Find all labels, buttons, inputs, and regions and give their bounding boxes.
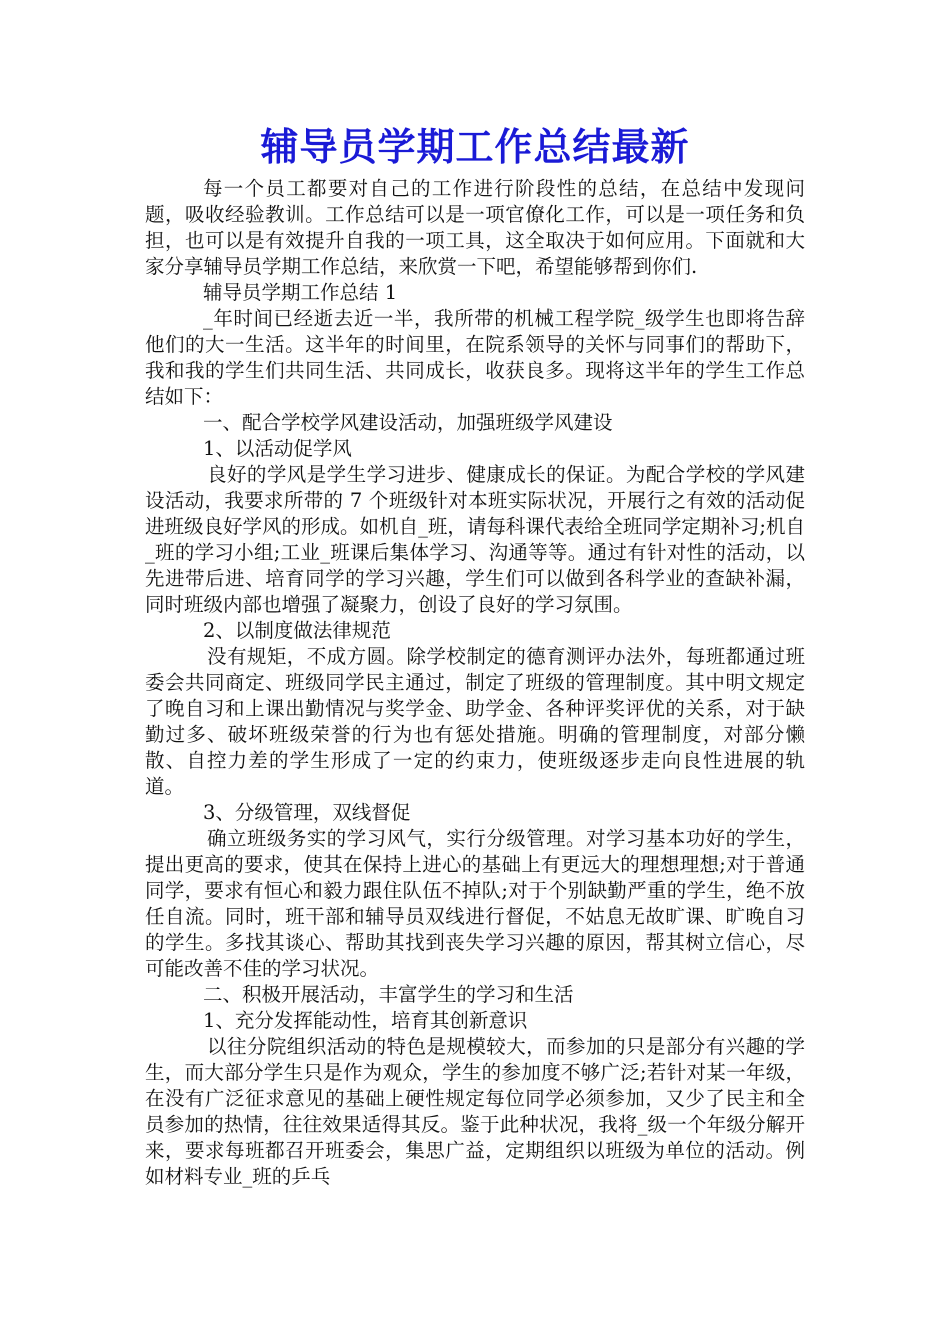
paragraph-1-1: 良好的学风是学生学习进步、健康成长的保证。为配合学校的学风建设活动，我要求所带的 7 个班级针对本班实际状况，开展行之有效的活动促进班级良好学风的形成。如机自_班，请每科课代表给全班同学定期补习;机自_班的学习小组;工业_班课后集体学习、沟通等等。通过有针对性的活动，以先进带后进、培育同学的学习兴趣，学生们可以做到各科学业的查缺补漏，同时班级内部也增强了凝聚力，创设了良好的学习氛围。 [145, 463, 805, 616]
section-heading-2: 二、积极开展活动，丰富学生的学习和生活 [203, 983, 574, 1006]
paragraph-2-1: 以往分院组织活动的特色是规模较大，而参加的只是部分有兴趣的学生，而大部分学生只是作为观众，学生的参加度不够广泛;若针对某一年级，在没有广泛征求意见的基础上硬性规定每位同学必须参加，又少了民主和全员参加的热情，往往效果适得其反。鉴于此种状况，我将_级一个年级分解开来，要求每班都召开班委会，集思广益，定期组织以班级为单位的活动。例如材料专业_班的乒乓 [145, 1035, 805, 1188]
summary-intro-paragraph: _年时间已经逝去近一半，我所带的机械工程学院_级学生也即将告辞他们的大一生活。这半年的时间里，在院系领导的关怀与同事们的帮助下，我和我的学生们共同生活、共同成长，收获良多。现将这半年的学生工作总结如下： [145, 307, 805, 408]
paragraph-1-3: 确立班级务实的学习风气，实行分级管理。对学习基本功好的学生，提出更高的要求，使其在保持上进心的基础上有更远大的理想理想;对于普通同学，要求有恒心和毅力跟住队伍不掉队;对于个别缺勤严重的学生，绝不放任自流。同时，班干部和辅导员双线进行督促，不姑息无故旷课、旷晚自习的学生。多找其谈心、帮助其找到丧失学习兴趣的原因，帮其树立信心，尽可能改善不佳的学习状况。 [145, 827, 805, 980]
intro-paragraph: 每一个员工都要对自己的工作进行阶段性的总结，在总结中发现问题，吸收经验教训。工作总结可以是一项官僚化工作，可以是一项任务和负担，也可以是有效提升自我的一项工具，这全取决于如何应用。下面就和大家分享辅导员学期工作总结，来欣赏一下吧，希望能够帮到你们. [145, 177, 805, 278]
subheading-1-2: 2、以制度做法律规范 [203, 619, 391, 642]
subheading-1-1: 1、以活动促学风 [203, 437, 352, 460]
section-heading-1: 一、配合学校学风建设活动，加强班级学风建设 [203, 411, 613, 434]
subheading-2-1: 1、充分发挥能动性，培育其创新意识 [203, 1009, 528, 1032]
section-heading-summary-1: 辅导员学期工作总结 1 [203, 281, 398, 304]
subheading-1-3: 3、分级管理，双线督促 [203, 801, 411, 824]
paragraph-1-2: 没有规矩，不成方圆。除学校制定的德育测评办法外，每班都通过班委会共同商定、班级同学民主通过，制定了班级的管理制度。其中明文规定了晚自习和上课出勤情况与奖学金、助学金、各种评奖评优的关系，对于缺勤过多、破坏班级荣誉的行为也有惩处措施。明确的管理制度，对部分懒散、自控力差的学生形成了一定的约束力，使班级逐步走向良性进展的轨道。 [145, 645, 805, 798]
document-body [145, 118, 805, 1190]
document-title: 辅导员学期工作总结最新 [260, 125, 690, 169]
